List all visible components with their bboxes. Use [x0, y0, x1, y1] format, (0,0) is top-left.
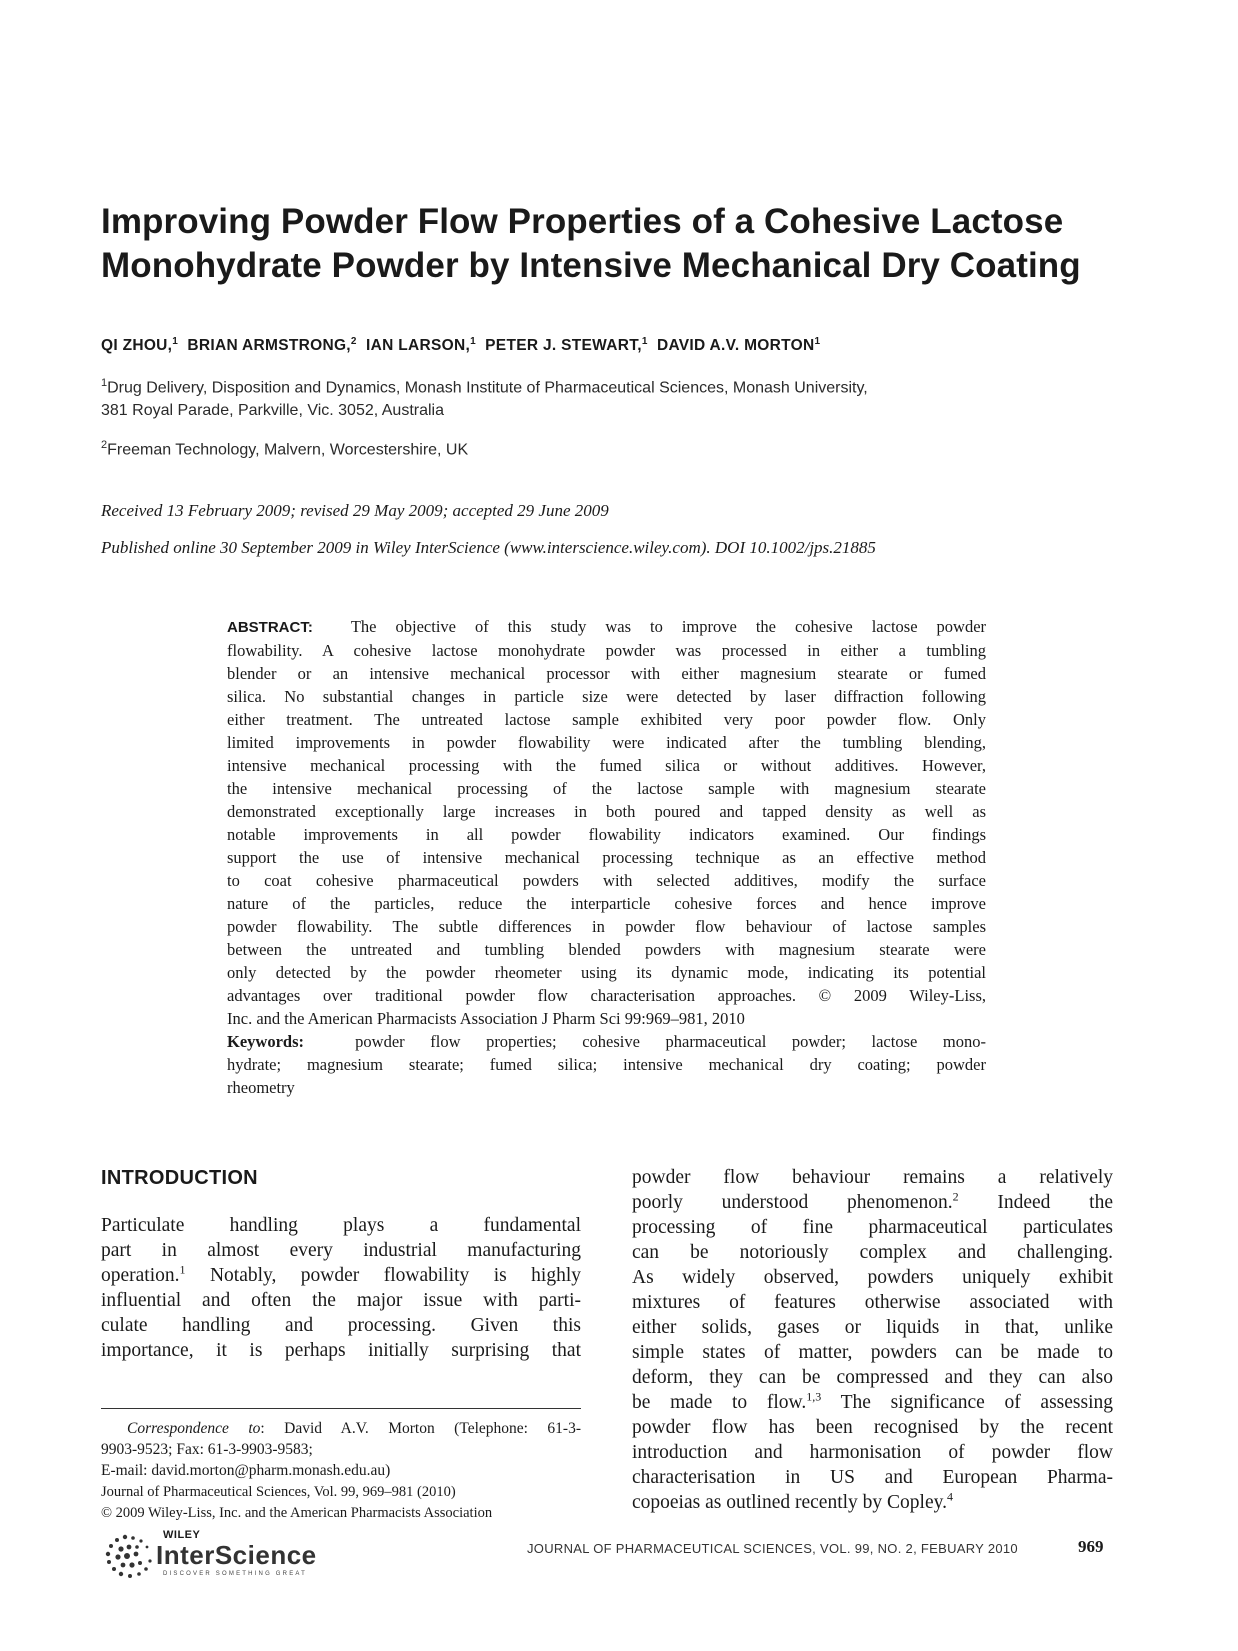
- abstract-line: ABSTRACT: The objective of this study was to improve the cohesive lactose powder: [227, 617, 987, 636]
- keywords-line: hydrate; magnesium stearate; fumed silica; intensive mechanical dry coating; powder: [227, 1055, 986, 1074]
- body-line: deform, they can be compressed and they can also: [632, 1367, 1113, 1388]
- journal-info: [101, 1482, 492, 1524]
- affiliation-number: 1: [101, 377, 108, 389]
- intro-left-column: [101, 1213, 581, 1363]
- correspondence-line: 9903-9523; Fax: 61-3-9903-9583;: [101, 1441, 313, 1458]
- section-heading-introduction: INTRODUCTION: [101, 1167, 258, 1189]
- body-line: either solids, gases or liquids in that, unlike: [632, 1317, 1113, 1338]
- author-affiliation-mark: 1: [172, 336, 179, 347]
- abstract-line: to coat cohesive pharmaceutical powders with selected additives, modify the surface: [227, 871, 986, 890]
- correspondence-label: Correspondence to: [127, 1420, 261, 1437]
- correspondence-line: Correspondence to: David A.V. Morton (Telephone: 61-3-: [127, 1420, 581, 1437]
- abstract-line: support the use of intensive mechanical processing technique as an effective method: [227, 848, 986, 867]
- journal-copyright: © 2009 Wiley-Liss, Inc. and the American Pharmacists Association: [101, 1505, 493, 1521]
- keywords-label: Keywords:: [227, 1032, 304, 1051]
- body-line: processing of fine pharmaceutical particulates: [632, 1217, 1113, 1238]
- body-line: Particulate handling plays a fundamental: [101, 1215, 581, 1236]
- page-number: 969: [1078, 1537, 1104, 1556]
- intro-right-column: [632, 1165, 1113, 1515]
- abstract: [227, 615, 986, 1099]
- abstract-line: between the untreated and tumbling blended powders with magnesium stearate were: [227, 940, 986, 959]
- citation-ref: 1: [179, 1262, 186, 1277]
- author: DAVID A.V. MORTON: [656, 337, 815, 355]
- abstract-line: only detected by the powder rheometer using its dynamic mode, indicating its potential: [227, 963, 986, 982]
- title-line-2: Monohydrate Powder by Intensive Mechanical Dry Coating: [101, 246, 1081, 285]
- abstract-line: flowability. A cohesive lactose monohydrate powder was processed in either a tumbling: [227, 641, 986, 660]
- correspondence-email: E-mail: david.morton@pharm.monash.edu.au): [101, 1462, 391, 1479]
- logo-tagline: DISCOVER SOMETHING GREAT: [163, 1571, 308, 1577]
- body-line: poorly understood phenomenon.$^2$ Indeed the: [632, 1189, 1113, 1213]
- abstract-citation-line: Inc. and the American Pharmacists Association J Pharm Sci 99:969–981, 2010: [227, 1009, 745, 1028]
- author: BRIAN ARMSTRONG,: [187, 337, 351, 355]
- abstract-line: notable improvements in all powder flowability indicators examined. Our findings: [227, 825, 986, 844]
- affiliation-2: [101, 434, 468, 461]
- abstract-line: blender or an intensive mechanical processor with either magnesium stearate or fumed: [227, 664, 986, 683]
- body-line: importance, it is perhaps initially surprising that: [101, 1340, 581, 1361]
- body-line: culate handling and processing. Given this: [101, 1315, 581, 1336]
- interscience-wordmark: InterScience: [156, 1540, 317, 1570]
- body-line: simple states of matter, powders can be made to: [632, 1342, 1113, 1363]
- abstract-line: demonstrated exceptionally large increases in both poured and tapped density as well as: [227, 802, 986, 821]
- body-line: characterisation in US and European Pharma-: [632, 1467, 1113, 1488]
- author-affiliation-mark: 1: [470, 336, 476, 347]
- author: QI ZHOU,: [101, 337, 173, 355]
- author-affiliation-mark: 1: [641, 336, 648, 347]
- body-line: copoeias as outlined recently by Copley.$^4$: [632, 1489, 953, 1513]
- title-line-1: Improving Powder Flow Properties of a Cohesive Lactose: [101, 202, 1064, 241]
- footnote-divider: [101, 1408, 581, 1409]
- body-line: As widely observed, powders uniquely exhibit: [632, 1267, 1113, 1288]
- body-line: powder flow has been recognised by the recent: [632, 1417, 1113, 1438]
- wiley-interscience-logo: [101, 1527, 341, 1585]
- author: PETER J. STEWART,: [485, 337, 642, 355]
- abstract-line: advantages over traditional powder flow characterisation approaches. © 2009 Wiley-Liss,: [227, 986, 986, 1005]
- affiliation-1: [101, 372, 868, 422]
- keywords-line: rheometry: [227, 1078, 295, 1097]
- body-line: influential and often the major issue with parti-: [101, 1290, 581, 1311]
- abstract-line: limited improvements in powder flowability were indicated after the tumbling blending,: [227, 733, 986, 752]
- author-affiliation-mark: 1: [814, 336, 821, 347]
- citation-ref: 2: [952, 1189, 959, 1204]
- wiley-brand: WILEY: [163, 1529, 201, 1541]
- citation-ref: 4: [946, 1489, 953, 1504]
- citation-ref: 1,3: [806, 1389, 822, 1404]
- abstract-line: either treatment. The untreated lactose sample exhibited very poor powder flow. Only: [227, 710, 986, 729]
- body-line: part in almost every industrial manufacturing: [101, 1240, 581, 1261]
- affiliation-text: 381 Royal Parade, Parkville, Vic. 3052, Australia: [101, 402, 445, 420]
- running-footer: JOURNAL OF PHARMACEUTICAL SCIENCES, VOL. 99, NO. 2, FEBUARY 2010: [527, 1541, 1018, 1556]
- affiliation-text: Freeman Technology, Malvern, Worcestershire, UK: [107, 441, 469, 459]
- author: IAN LARSON,: [366, 337, 471, 355]
- abstract-line: powder flowability. The subtle differences in powder flow behaviour of lactose samples: [227, 917, 986, 936]
- abstract-line: silica. No substantial changes in particle size were detected by laser diffraction following: [227, 687, 986, 706]
- journal-citation: Journal of Pharmaceutical Sciences, Vol. 99, 969–981 (2010): [101, 1484, 456, 1500]
- body-line: can be notoriously complex and challenging.: [632, 1242, 1113, 1263]
- correspondence-note: [101, 1418, 581, 1481]
- body-line: mixtures of features otherwise associated with: [632, 1292, 1113, 1313]
- abstract-line: nature of the particles, reduce the interparticle cohesive forces and hence improve: [227, 894, 986, 913]
- received-dates: Received 13 February 2009; revised 29 May 2009; accepted 29 June 2009: [101, 501, 609, 520]
- body-line: powder flow behaviour remains a relatively: [632, 1167, 1113, 1188]
- body-line: operation.$^1$ Notably, powder flowability is highly: [101, 1262, 581, 1286]
- author-affiliation-mark: 2: [350, 336, 357, 347]
- author-list: [101, 336, 820, 355]
- article-title: [101, 200, 1161, 288]
- abstract-line: intensive mechanical processing with the fumed silica or without additives. However,: [227, 756, 986, 775]
- affiliation-number: 2: [101, 439, 108, 451]
- affiliation-text: Drug Delivery, Disposition and Dynamics, Monash Institute of Pharmaceutical Sciences, Monash University,: [107, 379, 868, 397]
- abstract-label: ABSTRACT:: [227, 619, 313, 636]
- keywords-line: Keywords: powder flow properties; cohesive pharmaceutical powder; lactose mono-: [227, 1032, 986, 1051]
- body-line: introduction and harmonisation of powder flow: [632, 1442, 1113, 1463]
- abstract-line: the intensive mechanical processing of the lactose sample with magnesium stearate: [227, 779, 986, 798]
- published-info: Published online 30 September 2009 in Wiley InterScience (www.interscience.wiley.com). DOI 10.1002/jps.21885: [101, 538, 876, 557]
- body-line: be made to flow.$^{1,3}$ The significance of assessing: [632, 1389, 1113, 1413]
